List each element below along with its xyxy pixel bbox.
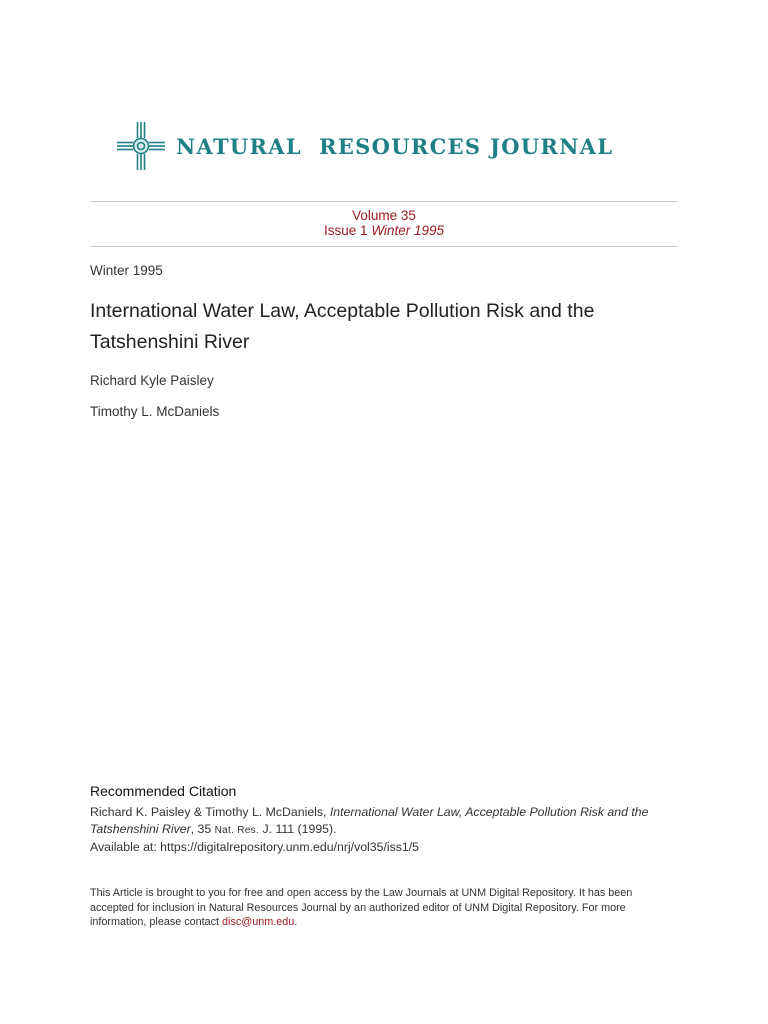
- volume-link[interactable]: Volume 35: [352, 208, 416, 223]
- citation-url: Available at: https://digitalrepository.unm.edu/nrj/vol35/iss1/5: [90, 840, 420, 854]
- citation-title: International Water Law, Acceptable Pollution Risk and the Tatshenshini River: [90, 805, 649, 836]
- contact-email-link[interactable]: disc@unm.edu: [222, 916, 295, 928]
- issue-season[interactable]: Winter 1995: [371, 223, 444, 238]
- citation-suffix: J. 111 (1995).: [259, 821, 337, 836]
- citation-text: [90, 804, 690, 856]
- publication-date: Winter 1995: [90, 263, 163, 278]
- article-title: International Water Law, Acceptable Pollution Risk and the Tatshenshini River: [90, 300, 595, 353]
- citation-volume: , 35: [190, 821, 215, 836]
- journal-header: [116, 120, 613, 172]
- citation-authors: Richard K. Paisley & Timothy L. McDaniels,: [90, 805, 330, 819]
- citation-heading: Recommended Citation: [90, 783, 237, 799]
- citation-journal: Nat. Res.: [214, 824, 260, 836]
- author-name[interactable]: Timothy L. McDaniels: [90, 404, 220, 419]
- zia-sun-icon: [116, 121, 166, 171]
- bottom-divider: [90, 246, 678, 247]
- access-notice-end: .: [294, 916, 298, 928]
- author-name[interactable]: Richard Kyle Paisley: [90, 373, 214, 388]
- access-notice: [90, 886, 670, 930]
- journal-name: NATURAL RESOURCES JOURNAL: [176, 133, 614, 159]
- issue-info: [90, 208, 678, 238]
- access-notice-text: This Article is brought to you for free and open access by the Law Journals at UNM Digital Repository. It has been accepted for inclusion in Natural Resources Journal by an authorized editor of UNM Digital Repository. For more information, please contact: [90, 887, 633, 928]
- issue-link[interactable]: Issue 1: [324, 223, 368, 238]
- top-divider: [90, 201, 678, 202]
